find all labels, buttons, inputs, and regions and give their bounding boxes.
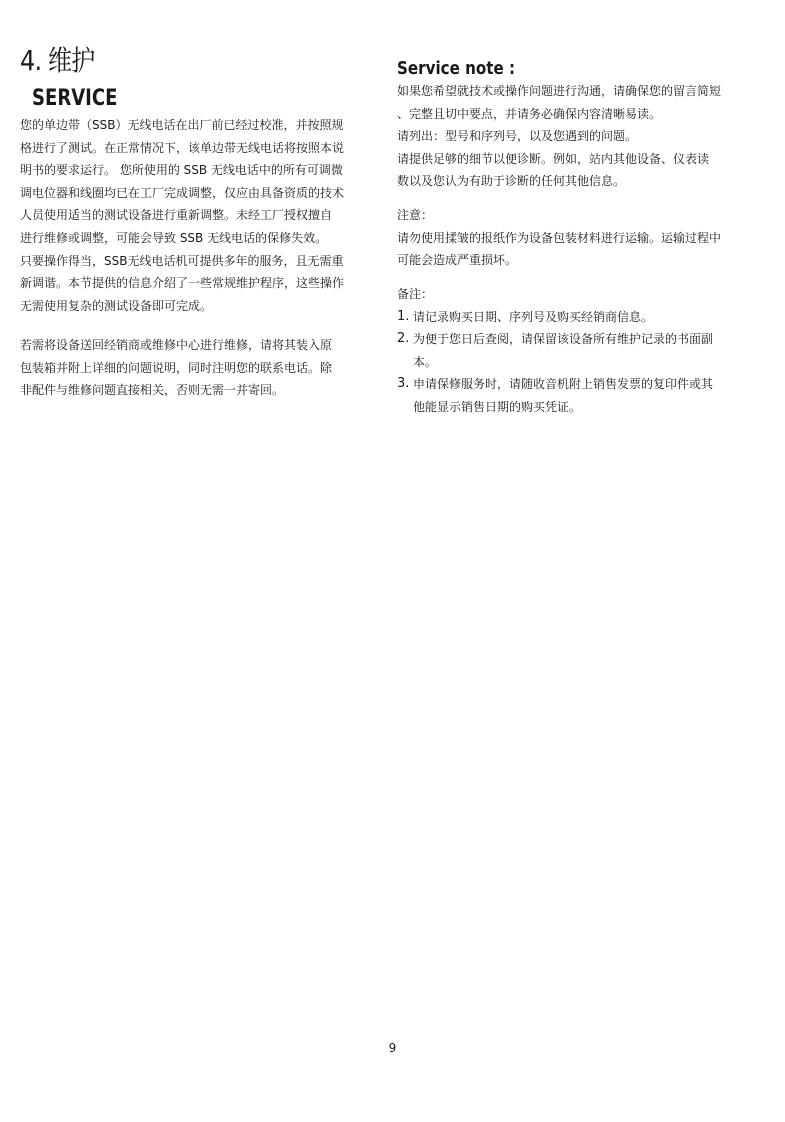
text-line: 请列出：型号和序列号，以及您遇到的问题。 (397, 129, 638, 144)
section-title: 4. 维护 (20, 44, 95, 77)
text-line: 只要操作得当，SSB无线电话机可提供多年的服务，且无需重 (20, 253, 344, 268)
list-number: 3. (397, 376, 410, 392)
section-subtitle: SERVICE (32, 86, 118, 111)
text-line: 数以及您认为有助于诊断的任何其他信息。 (397, 174, 626, 189)
text-line: 请记录购买日期、序列号及购买经销商信息。 (413, 309, 654, 324)
text-line: 他能显示销售日期的购买凭证。 (413, 399, 582, 414)
return-for-repair-paragraph (20, 334, 365, 402)
text-line: 新调谐。本节提供的信息介绍了一些常规维护程序，这些操作 (20, 276, 345, 291)
text-line: 明书的要求运行。 您所使用的 SSB 无线电话中的所有可调微 (20, 163, 343, 178)
text-line: 如果您希望就技术或操作问题进行沟通，请确保您的留言简短 (397, 84, 722, 98)
maintenance-intro-paragraph (20, 114, 365, 317)
text-line: 申请保修服务时，请随收音机附上销售发票的复印件或其 (413, 377, 714, 392)
text-line: 若需将设备送回经销商或维修中心进行维修，请将其装入原 (20, 338, 333, 352)
remarks-section (397, 283, 747, 419)
text-line: 可能会造成严重损坏。 (397, 253, 518, 268)
text-line: 您的单边带（SSB）无线电话在出厂前已经过校准，并按照规 (20, 118, 344, 132)
list-item (397, 373, 747, 418)
list-item (397, 306, 747, 329)
remarks-list (397, 306, 747, 419)
text-line: 无需使用复杂的测试设备即可完成。 (20, 298, 213, 313)
service-note-paragraph (397, 80, 747, 193)
text-line: 进行维修或调整，可能会导致 SSB 无线电话的保修失效。 (20, 230, 328, 245)
page-number: 9 (388, 1041, 397, 1055)
list-item (397, 328, 747, 373)
caution-label: 注意： (397, 208, 434, 222)
caution-section (397, 204, 747, 272)
text-line: 、完整且切中要点，并请务必确保内容清晰易读。 (397, 106, 662, 121)
text-line: 本。 (413, 354, 438, 369)
text-line: 请提供足够的细节以便诊断。例如，站内其他设备、仪表读 (397, 151, 710, 166)
service-note-heading: Service note : (397, 58, 516, 79)
list-number: 2. (397, 331, 410, 347)
text-line: 格进行了测试。在正常情况下，该单边带无线电话将按照本说 (20, 140, 345, 155)
text-line: 人员使用适当的测试设备进行重新调整。未经工厂授权擅自 (20, 208, 333, 223)
text-line: 非配件与维修问题直接相关，否则无需一并寄回。 (20, 383, 285, 398)
text-line: 包装箱并附上详细的问题说明，同时注明您的联系电话。除 (20, 360, 333, 375)
remarks-label: 备注： (397, 287, 434, 301)
text-line: 为便于您日后查阅，请保留该设备所有维护记录的书面副 (413, 332, 714, 347)
text-line: 调电位器和线圈均已在工厂完成调整，仅应由具备资质的技术 (20, 185, 345, 200)
text-line: 请勿使用揉皱的报纸作为设备包装材料进行运输。运输过程中 (397, 230, 722, 245)
list-number: 1. (397, 308, 410, 324)
